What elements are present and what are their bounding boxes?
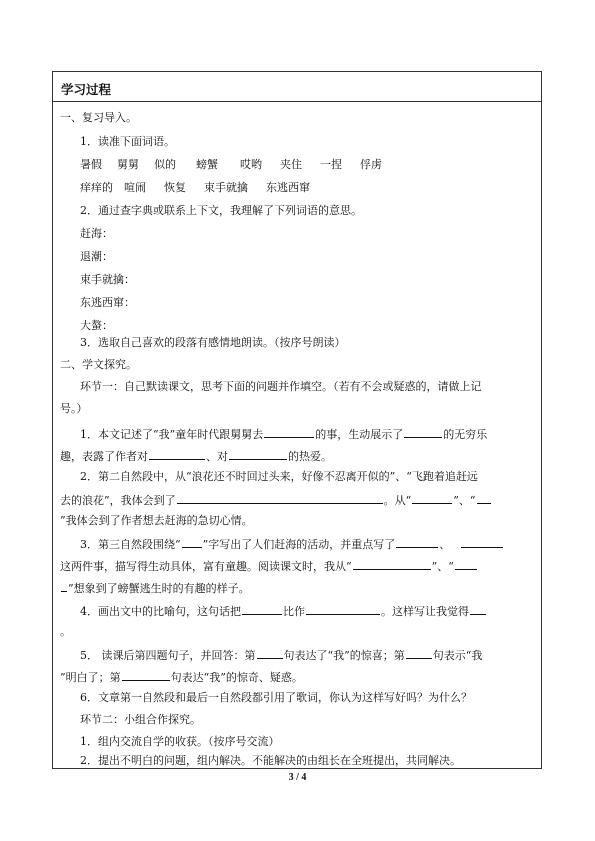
word: 痒痒的	[80, 181, 113, 194]
word: 喧闹	[124, 181, 146, 194]
part1-heading: 一、复习导入。	[60, 111, 137, 124]
question-3-line1: 3．第三自然段围绕“ ”字写出了人们赶海的活动，并重点写了 、	[80, 536, 504, 551]
answer-blank[interactable]	[412, 492, 452, 504]
word: 俘虏	[360, 158, 382, 171]
question-2-line1: 2．第二自然段中，从“浪花还不时回过头来，好像不忍离开似的”、“飞跑着追赶远	[80, 470, 478, 483]
question-5-line1: 5． 读课后第四题句子，并回答：第 句表达了“我”的惊喜；第 句表示“我	[80, 649, 483, 662]
word: 暑假	[80, 158, 102, 171]
step2-item2: 2．提出不明白的问题，组内解决。不能解决的由组长在全班提出，共同解决。	[80, 754, 461, 767]
question-2-line3: ”我体会到了作者想去赶海的急切心情。	[60, 514, 253, 527]
step1-line2: 号。）	[60, 402, 88, 415]
worksheet-table	[52, 71, 542, 769]
answer-blank[interactable]	[122, 669, 170, 681]
answer-blank[interactable]	[396, 536, 438, 548]
question-1-line2: 趣，表露了作者对 、对 的热爱。	[60, 450, 332, 463]
word: 似的	[154, 158, 176, 171]
answer-blank[interactable]	[182, 536, 202, 548]
question-3-line3: ”想象到了螃蟹逃生时的有趣的样子。	[60, 580, 250, 595]
question-6: 6．文章第一自然段和最后一自然段都引用了歌词，你认为这样写好吗？为什么？	[80, 691, 472, 704]
section-title: 学习过程	[61, 82, 112, 97]
page-number: 3 / 4	[288, 772, 307, 783]
word: 夹住	[280, 158, 302, 171]
answer-blank[interactable]	[353, 558, 431, 570]
term-shushoujiuqin: 束手就擒：	[80, 273, 135, 286]
part1-item1: 1．读准下面词语。	[80, 135, 175, 148]
answer-blank[interactable]	[404, 426, 442, 438]
question-4-line1: 4．画出文中的比喻句，这句话把 比作 。这样写让我觉得	[80, 603, 487, 618]
word: 恢复	[164, 181, 186, 194]
term-tuichao: 退潮：	[80, 250, 113, 263]
answer-blank[interactable]	[229, 448, 287, 460]
answer-blank[interactable]	[242, 603, 282, 615]
step1-line1: 环节一：自己默读课文，思考下面的问题并作填空。（若有不会或疑惑的，请做上记	[80, 380, 482, 393]
answer-blank[interactable]	[306, 603, 380, 615]
word: 一捏	[320, 158, 342, 171]
answer-blank[interactable]	[149, 448, 205, 460]
step2-heading: 环节二：小组合作探究。	[80, 713, 201, 726]
part2-heading: 二、学文探究。	[60, 358, 137, 371]
answer-blank[interactable]	[264, 426, 314, 438]
question-4-line2: 。	[60, 625, 71, 638]
question-3-line2: 这两件事，描写得生动具体，富有童趣。阅读课文时，我从“ ”、“	[60, 558, 478, 573]
question-2-line2: 去的浪花”，我体会到了 。从“ ”、“	[60, 492, 492, 507]
term-ganhai: 赶海：	[80, 227, 113, 240]
answer-blank[interactable]	[406, 647, 432, 659]
word-row-1	[80, 158, 382, 171]
answer-blank[interactable]	[257, 647, 283, 659]
answer-blank[interactable]	[477, 492, 491, 504]
answer-blank[interactable]	[461, 536, 503, 548]
question-5-line2: ”明白了；第 句表达“我”的惊奇、疑惑。	[60, 671, 303, 684]
answer-blank[interactable]	[455, 558, 477, 570]
answer-blank[interactable]	[177, 492, 383, 504]
word-row-2	[80, 181, 310, 194]
title-row	[53, 72, 541, 102]
term-daao: 大螯：	[80, 319, 113, 332]
part1-item2: 2．通过查字典或联系上下文，我理解了下列词语的意思。	[80, 204, 362, 217]
question-1-line1: 1．本文记述了“我”童年时代跟舅舅去 的事，生动展示了 的无穷乐	[80, 428, 488, 441]
answer-blank[interactable]	[470, 603, 486, 615]
term-dongtaoxicuan: 东逃西窜：	[80, 296, 135, 309]
word: 束手就擒	[204, 181, 248, 194]
word: 舅舅	[117, 158, 139, 171]
step2-item1: 1．组内交流自学的收获。（按序号交流）	[80, 735, 280, 748]
part1-item3: 3．选取自己喜欢的段落有感情地朗读。（按序号朗读）	[80, 336, 346, 349]
word: 东逃西窜	[266, 181, 310, 194]
word: 螃蟹	[196, 158, 218, 171]
answer-blank[interactable]	[61, 580, 67, 592]
word: 哎哟	[240, 158, 262, 171]
